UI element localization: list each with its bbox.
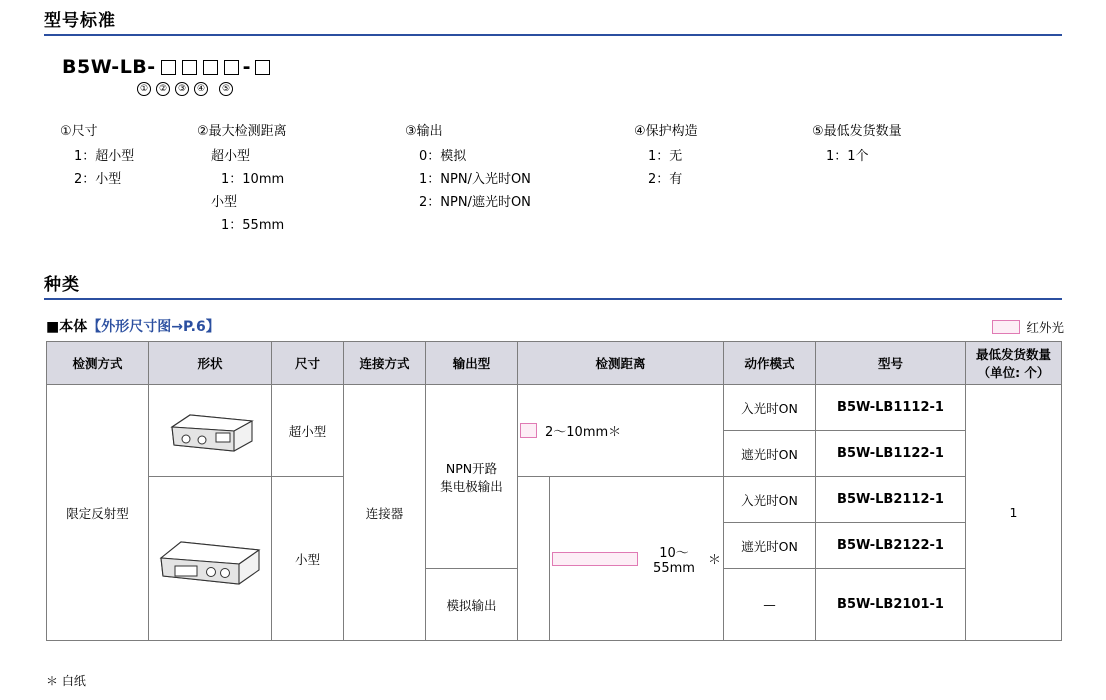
legend-item-distance-ultra-val: 1：10mm: [221, 172, 285, 187]
section-title-types: 种类: [44, 275, 80, 295]
section-heading-model-standard: [44, 6, 1062, 36]
th-operation-mode: 动作模式: [724, 342, 816, 385]
model-code-prefix: B5W-LB-: [62, 56, 156, 78]
legend-header-protection: ④保护构造: [634, 124, 698, 139]
cell-detection-method: 限定反射型: [47, 385, 149, 641]
distance-2-mark: ＊: [707, 553, 721, 568]
legend-item-size-1: 1：超小型: [74, 149, 135, 164]
legend-item-protection-2: 2：有: [648, 172, 683, 187]
circle-marker-3: ③: [175, 82, 189, 96]
legend-column-distance: [197, 120, 287, 237]
output-npn-line1: NPN开路: [445, 460, 498, 476]
cell-mode-3: 入光时ON: [724, 477, 816, 523]
legend-column-output: [405, 120, 531, 214]
table-header-row: [47, 342, 1062, 385]
body-subheading-label: ■本体: [46, 319, 88, 335]
distance-swatch-wide-icon: [552, 552, 638, 566]
legend-header-distance: ②最大检测距离: [197, 124, 287, 139]
cell-mode-4: 遮光时ON: [724, 523, 816, 569]
cell-mode-1: 入光时ON: [724, 385, 816, 431]
infrared-legend-label: 红外光: [1026, 320, 1064, 335]
cell-distance-2: [550, 477, 724, 641]
cell-model-2[interactable]: B5W-LB1122-1: [816, 431, 966, 477]
th-detection-method: 检测方式: [47, 342, 149, 385]
model-code-dash: -: [242, 56, 252, 78]
table-row: [47, 385, 1062, 431]
code-box-4: [224, 60, 239, 75]
legend-item-output-2: 2：NPN/遮光时ON: [419, 195, 531, 210]
cell-model-1[interactable]: B5W-LB1112-1: [816, 385, 966, 431]
cell-connection: 连接器: [344, 385, 426, 641]
distance-swatch-small-icon: [520, 423, 537, 438]
th-min-quantity: [966, 342, 1062, 385]
table-footnote: ＊ 白纸: [46, 674, 86, 688]
cell-mode-2: 遮光时ON: [724, 431, 816, 477]
sensor-small-icon: [151, 528, 269, 590]
legend-column-protection: [634, 120, 698, 191]
cell-model-5[interactable]: B5W-LB2101-1: [816, 569, 966, 641]
cell-output-analog: 模拟输出: [426, 569, 518, 641]
cell-min-qty: 1: [966, 385, 1062, 641]
infrared-swatch-icon: [992, 320, 1020, 334]
distance-2-value: 10～55mm: [653, 545, 695, 576]
dimensions-link[interactable]: 【外形尺寸图→P.6】: [87, 319, 220, 335]
body-subheading: [46, 316, 220, 336]
code-box-5: [255, 60, 270, 75]
th-min-quantity-line1: 最低发货数量: [975, 347, 1051, 362]
legend-item-output-0: 0：模拟: [419, 149, 467, 164]
model-code-line: [62, 56, 273, 78]
th-model: 型号: [816, 342, 966, 385]
legend-header-minqty: ⑤最低发货数量: [812, 124, 902, 139]
code-box-2: [182, 60, 197, 75]
cell-model-4[interactable]: B5W-LB2122-1: [816, 523, 966, 569]
circle-marker-4: ④: [194, 82, 208, 96]
sensor-ultra-small-icon: [156, 403, 264, 459]
th-output-type: 输出型: [426, 342, 518, 385]
circle-marker-2: ②: [156, 82, 170, 96]
cell-distance-2-spacer: [518, 477, 550, 641]
table-row: [47, 477, 1062, 523]
code-box-1: [161, 60, 176, 75]
cell-size-ultra: 超小型: [272, 385, 344, 477]
th-shape: 形状: [149, 342, 272, 385]
cell-shape-ultra: [149, 385, 272, 477]
code-circle-markers: [137, 82, 233, 96]
section-heading-types: [44, 270, 1062, 300]
legend-item-distance-small: 小型: [211, 195, 238, 210]
legend-header-size: ①尺寸: [60, 124, 98, 139]
cell-distance-1: [518, 385, 724, 477]
infrared-legend: [992, 318, 1064, 336]
section-title-model-standard: 型号标准: [44, 11, 116, 31]
legend-item-distance-ultra: 超小型: [211, 149, 251, 164]
output-npn-line2: 集电极输出: [440, 478, 503, 494]
distance-1-mark: ＊: [608, 425, 622, 440]
legend-column-size: [60, 120, 134, 191]
distance-1-value: 2～10mm: [545, 425, 609, 440]
legend-item-size-2: 2：小型: [74, 172, 122, 187]
legend-item-minqty-1: 1：1个: [826, 149, 869, 164]
cell-shape-small: [149, 477, 272, 641]
circle-marker-1: ①: [137, 82, 151, 96]
cell-mode-5: —: [724, 569, 816, 641]
th-detection-distance: 检测距离: [518, 342, 724, 385]
code-box-3: [203, 60, 218, 75]
legend-item-output-1: 1：NPN/入光时ON: [419, 172, 531, 187]
cell-size-small: 小型: [272, 477, 344, 641]
product-table: [46, 341, 1062, 641]
th-min-quantity-line2: （单位: 个）: [977, 365, 1050, 380]
cell-model-3[interactable]: B5W-LB2112-1: [816, 477, 966, 523]
legend-item-protection-1: 1：无: [648, 149, 683, 164]
th-size: 尺寸: [272, 342, 344, 385]
legend-column-minqty: [812, 120, 902, 168]
circle-marker-5: ⑤: [219, 82, 233, 96]
cell-output-npn: [426, 385, 518, 569]
th-connection: 连接方式: [344, 342, 426, 385]
legend-item-distance-small-val: 1：55mm: [221, 218, 285, 233]
legend-header-output: ③输出: [405, 124, 443, 139]
